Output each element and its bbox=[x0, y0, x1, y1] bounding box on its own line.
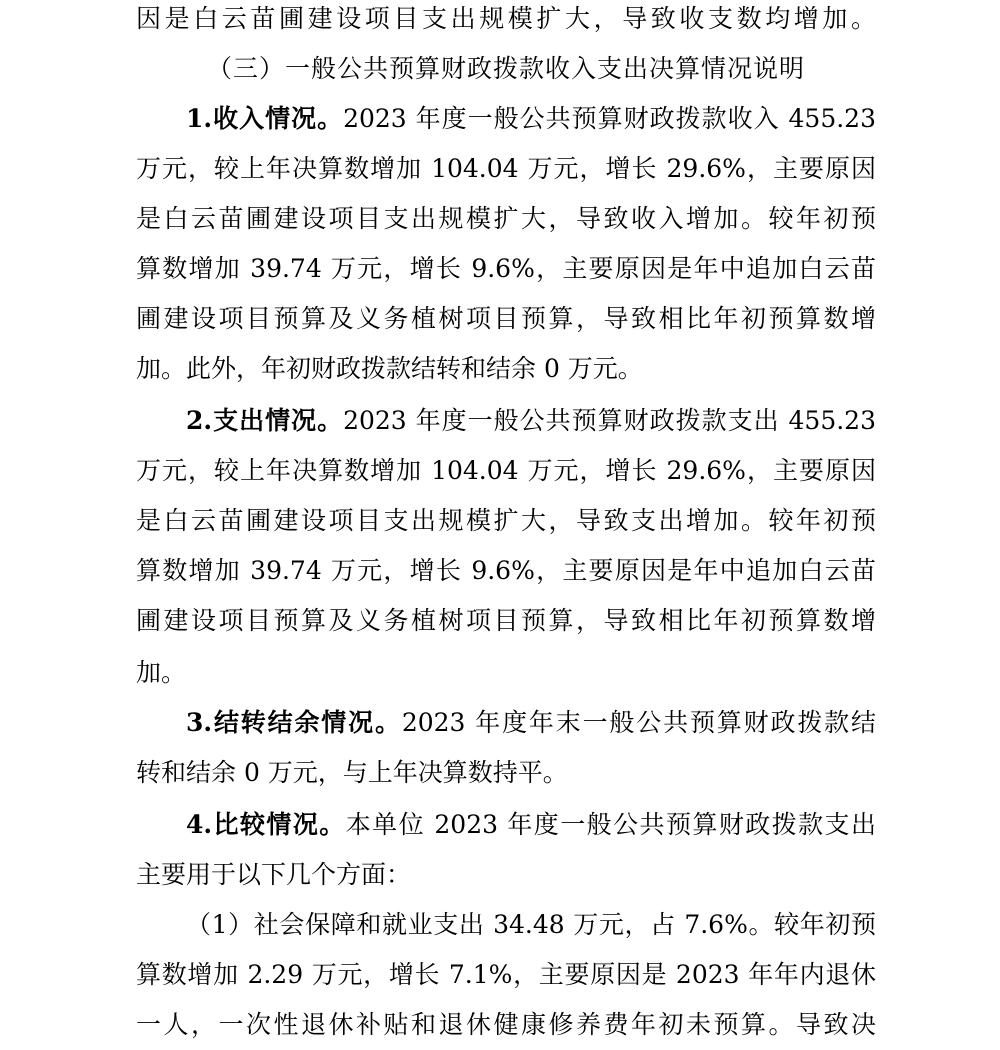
body-text-line: 万元，较上年决算数增加 104.04 万元，增长 29.6%，主要原因 bbox=[136, 154, 876, 183]
body-text-line: 是白云苗圃建设项目支出规模扩大，导致收入增加。较年初预 bbox=[136, 204, 876, 233]
paragraph-comparison-start: 4.比较情况。本单位 2023 年度一般公共预算财政拨款支出 bbox=[186, 810, 876, 839]
list-item-social-security: （1）社会保障和就业支出 34.48 万元，占 7.6%。较年初预 bbox=[186, 910, 876, 939]
body-text-line: 圃建设项目预算及义务植树项目预算，导致相比年初预算数增 bbox=[136, 606, 876, 635]
body-text-line: 圃建设项目预算及义务植树项目预算，导致相比年初预算数增 bbox=[136, 304, 876, 333]
body-text-line: 算数增加 39.74 万元，增长 9.6%，主要原因是年中追加白云苗 bbox=[136, 556, 876, 585]
body-text-line: 一人，一次性退休补贴和退休健康修养费年初未预算。导致决 bbox=[136, 1010, 876, 1039]
section-heading: （三）一般公共预算财政拨款收入支出决算情况说明 bbox=[206, 54, 805, 83]
body-text-line: 加。 bbox=[136, 658, 187, 687]
body-text-line: 主要用于以下几个方面： bbox=[136, 860, 412, 889]
paragraph-carryover-start: 3.结转结余情况。2023 年度年末一般公共预算财政拨款结 bbox=[186, 708, 876, 737]
body-text-line: 万元，较上年决算数增加 104.04 万元，增长 29.6%，主要原因 bbox=[136, 456, 876, 485]
body-text-line: 算数增加 2.29 万元，增长 7.1%，主要原因是 2023 年年内退休 bbox=[136, 960, 876, 989]
income-heading: 1.收入情况。 bbox=[186, 104, 344, 133]
paragraph-income-start: 1.收入情况。2023 年度一般公共预算财政拨款收入 455.23 bbox=[186, 104, 876, 133]
body-text-line: 转和结余 0 万元，与上年决算数持平。 bbox=[136, 758, 568, 787]
paragraph-expense-start: 2.支出情况。2023 年度一般公共预算财政拨款支出 455.23 bbox=[186, 406, 876, 435]
comparison-heading: 4.比较情况。 bbox=[186, 810, 346, 839]
carryover-heading: 3.结转结余情况。 bbox=[186, 708, 402, 737]
expense-heading: 2.支出情况。 bbox=[186, 406, 344, 435]
body-text-line: 算数增加 39.74 万元，增长 9.6%，主要原因是年中追加白云苗 bbox=[136, 254, 876, 283]
body-text-line: 加。此外，年初财政拨款结转和结余 0 万元。 bbox=[136, 354, 643, 383]
body-text-line: 因是白云苗圃建设项目支出规模扩大，导致收支数均增加。 bbox=[136, 4, 876, 33]
body-text-line: 是白云苗圃建设项目支出规模扩大，导致支出增加。较年初预 bbox=[136, 506, 876, 535]
